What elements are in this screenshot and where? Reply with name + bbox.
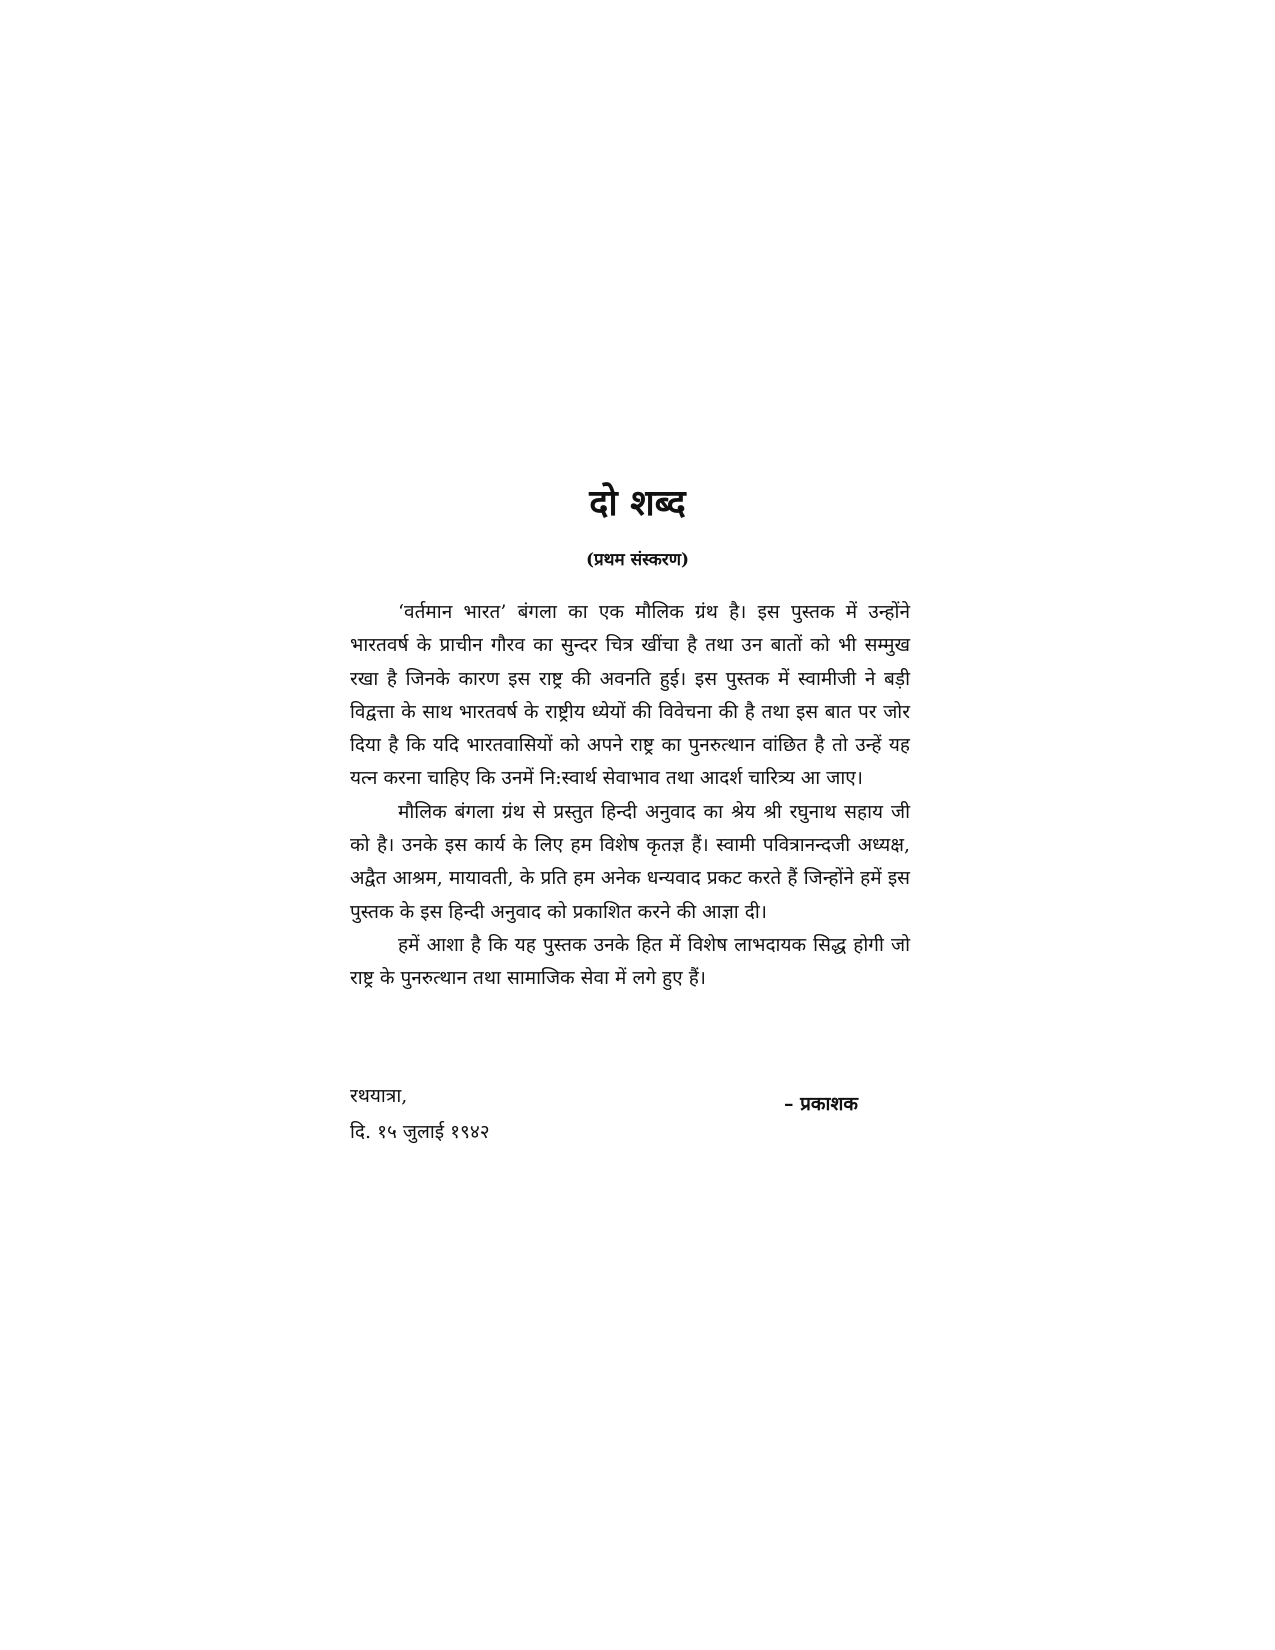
body-text: [350, 596, 910, 996]
paragraph-3: हमें आशा है कि यह पुस्तक उनके हित में विशेष लाभदायक सिद्ध होगी जो राष्ट्र के पुनरुत्थान तथा सामाजिक सेवा में लगे हुए हैं।: [350, 933, 910, 990]
page-title: दो शब्द: [589, 482, 686, 524]
paragraph-1: ‘वर्तमान भारत’ बंगला का एक मौलिक ग्रंथ है। इस पुस्तक में उन्होंने भारतवर्ष के प्राचीन गौरव का सुन्दर चित्र खींचा है तथा उन बातों को भी सम्मुख रखा है जिनके कारण इस राष्ट्र की अवनति हुई। इस पुस्तक में स्वामीजी ने बड़ी विद्वत्ता के साथ भारतवर्ष के राष्ट्रीय ध्येयों की विवेचना की है तथा इस बात पर जोर दिया है कि यदि भारतवासियों को अपने राष्ट्र का पुनरुत्थान वांछित है तो उन्हें यह यत्न करना चाहिए कि उनमें नि:स्वार्थ सेवाभाव तथा आदर्श चारित्र्य आ जाए।: [350, 601, 910, 790]
publisher-signature: – प्रकाशक: [784, 1093, 858, 1115]
place-date-block: [350, 1078, 490, 1150]
edition-subtitle: (प्रथम संस्करण): [585, 550, 690, 570]
paragraph-2: मौलिक बंगला ग्रंथ से प्रस्तुत हिन्दी अनुवाद का श्रेय श्री रघुनाथ सहाय जी को है। उनके इस कार्य के लिए हम विशेष कृतज्ञ हैं। स्वामी पवित्रानन्दजी अध्यक्ष, अद्वैत आश्रम, मायावती, के प्रति हम अनेक धन्यवाद प्रकट करते हैं जिन्होंने हमें इस पुस्तक के इस हिन्दी अनुवाद को प्रकाशित करने की आज्ञा दी।: [350, 800, 910, 923]
place-text: रथयात्रा,: [350, 1085, 408, 1107]
date-text: दि. १५ जुलाई १९४२: [350, 1121, 490, 1143]
